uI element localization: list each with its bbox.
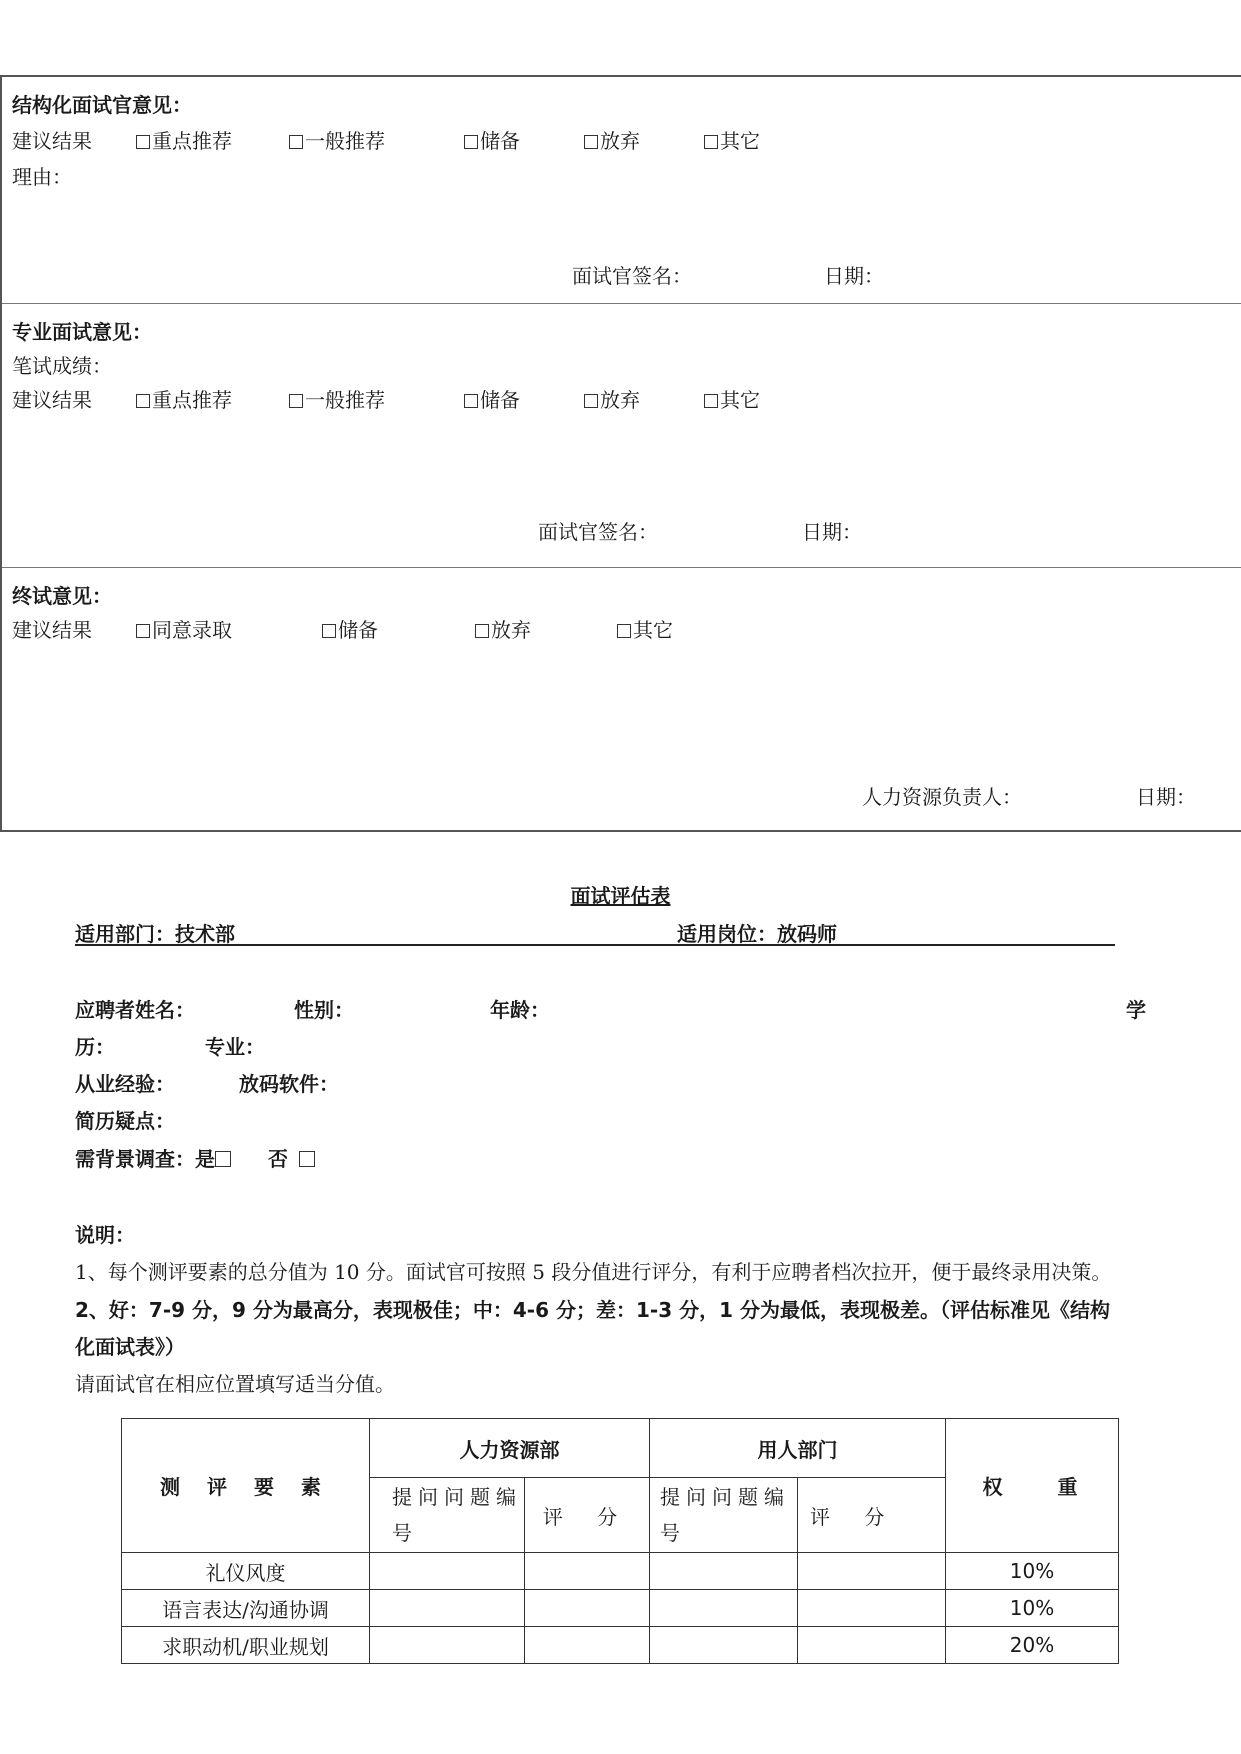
dept-question-cell[interactable] bbox=[650, 1553, 798, 1590]
professional-result-label: 建议结果 bbox=[12, 388, 92, 412]
checkbox-yes-icon[interactable] bbox=[215, 1151, 231, 1167]
element-name: 礼仪风度 bbox=[122, 1553, 370, 1590]
hr-question-cell[interactable] bbox=[370, 1627, 525, 1664]
checkbox-icon[interactable] bbox=[464, 135, 478, 149]
background-check-row: 需背景调查：是 否 bbox=[75, 1143, 317, 1172]
header-dept: 用人部门 bbox=[650, 1419, 946, 1478]
experience-label: 从业经验： bbox=[75, 1072, 175, 1096]
written-score-label: 笔试成绩： bbox=[12, 354, 112, 378]
checkbox-icon[interactable] bbox=[475, 624, 489, 638]
checkbox-icon[interactable] bbox=[289, 394, 303, 408]
checkbox-icon[interactable] bbox=[704, 394, 718, 408]
final-option-2[interactable]: 放弃 bbox=[475, 614, 531, 643]
structured-sign-label: 面试官签名： bbox=[572, 264, 692, 288]
professional-option-1[interactable]: 一般推荐 bbox=[289, 384, 385, 413]
major-label: 专业： bbox=[205, 1035, 265, 1059]
notes-header: 说明： bbox=[75, 1223, 135, 1247]
final-result-label: 建议结果 bbox=[12, 618, 92, 642]
dept-label: 适用部门：技术部 bbox=[75, 922, 235, 946]
final-date-label: 日期： bbox=[1136, 785, 1196, 809]
dept-question-cell[interactable] bbox=[650, 1590, 798, 1627]
edu-label-part1: 学 bbox=[1126, 998, 1146, 1022]
hr-question-cell[interactable] bbox=[370, 1590, 525, 1627]
professional-option-3[interactable]: 放弃 bbox=[584, 384, 640, 413]
final-option-3[interactable]: 其它 bbox=[617, 614, 673, 643]
dept-post-row bbox=[75, 918, 1115, 946]
header-element: 测 评 要 素 bbox=[122, 1419, 370, 1553]
table-row bbox=[122, 1627, 1119, 1664]
checkbox-icon[interactable] bbox=[136, 135, 150, 149]
checkbox-icon[interactable] bbox=[584, 394, 598, 408]
hr-score: 评 分 bbox=[525, 1478, 650, 1553]
note-3: 请面试官在相应位置填写适当分值。 bbox=[75, 1372, 395, 1396]
note-2-line1: 2、好：7-9 分，9 分为最高分，表现极佳；中：4-6 分；差：1-3 分，1 分为最低，表现极差。（评估标准见《结构 bbox=[75, 1298, 1110, 1322]
weight-value: 10% bbox=[946, 1553, 1119, 1590]
form-title: 面试评估表 bbox=[570, 884, 671, 908]
hr-sign-label: 人力资源负责人： bbox=[862, 785, 1022, 809]
note-2-line2: 化面试表》） bbox=[75, 1335, 185, 1359]
table-row bbox=[122, 1553, 1119, 1590]
hr-question-cell[interactable] bbox=[370, 1553, 525, 1590]
structured-option-0[interactable]: 重点推荐 bbox=[136, 125, 232, 154]
dept-question-no: 提问问题编 号 bbox=[650, 1478, 798, 1553]
structured-interviewer-section bbox=[2, 77, 1241, 304]
element-name: 语言表达/沟通协调 bbox=[122, 1590, 370, 1627]
structured-result-label: 建议结果 bbox=[12, 129, 92, 153]
checkbox-icon[interactable] bbox=[617, 624, 631, 638]
dept-score-cell[interactable] bbox=[798, 1590, 946, 1627]
checkbox-no-icon[interactable] bbox=[299, 1151, 315, 1167]
professional-option-0[interactable]: 重点推荐 bbox=[136, 384, 232, 413]
checkbox-icon[interactable] bbox=[322, 624, 336, 638]
dept-question-cell[interactable] bbox=[650, 1627, 798, 1664]
hr-score-cell[interactable] bbox=[525, 1553, 650, 1590]
professional-option-2[interactable]: 储备 bbox=[464, 384, 520, 413]
weight-value: 20% bbox=[946, 1627, 1119, 1664]
professional-interview-section bbox=[2, 304, 1241, 568]
hr-score-cell[interactable] bbox=[525, 1627, 650, 1664]
structured-option-4[interactable]: 其它 bbox=[704, 125, 760, 154]
edu-label-part2: 历： bbox=[75, 1035, 115, 1059]
professional-header: 专业面试意见： bbox=[12, 320, 152, 344]
final-header: 终试意见： bbox=[12, 584, 112, 608]
structured-reason-label: 理由： bbox=[12, 165, 72, 189]
checkbox-icon[interactable] bbox=[289, 135, 303, 149]
dept-score-cell[interactable] bbox=[798, 1627, 946, 1664]
element-name: 求职动机/职业规划 bbox=[122, 1627, 370, 1664]
evaluation-table bbox=[121, 1418, 1119, 1664]
weight-value: 10% bbox=[946, 1590, 1119, 1627]
gender-label: 性别： bbox=[294, 998, 354, 1022]
checkbox-icon[interactable] bbox=[704, 135, 718, 149]
structured-date-label: 日期： bbox=[824, 264, 884, 288]
professional-option-4[interactable]: 其它 bbox=[704, 384, 760, 413]
structured-option-2[interactable]: 储备 bbox=[464, 125, 520, 154]
doubts-label: 简历疑点： bbox=[75, 1109, 175, 1133]
age-label: 年龄： bbox=[490, 998, 550, 1022]
note-1: 1、每个测评要素的总分值为 10 分。面试官可按照 5 段分值进行评分，有利于应聘者档次拉开，便于最终录用决策。 bbox=[75, 1260, 1112, 1284]
final-option-0[interactable]: 同意录取 bbox=[136, 614, 232, 643]
header-weight: 权 重 bbox=[946, 1419, 1119, 1553]
table-row bbox=[122, 1590, 1119, 1627]
dept-score-cell[interactable] bbox=[798, 1553, 946, 1590]
checkbox-icon[interactable] bbox=[136, 624, 150, 638]
final-interview-section bbox=[2, 568, 1241, 832]
structured-option-3[interactable]: 放弃 bbox=[584, 125, 640, 154]
structured-header: 结构化面试官意见： bbox=[12, 93, 192, 117]
header-hr: 人力资源部 bbox=[370, 1419, 650, 1478]
checkbox-icon[interactable] bbox=[136, 394, 150, 408]
name-label: 应聘者姓名： bbox=[75, 998, 195, 1022]
checkbox-icon[interactable] bbox=[464, 394, 478, 408]
final-option-1[interactable]: 储备 bbox=[322, 614, 378, 643]
opinion-box bbox=[0, 75, 1241, 832]
professional-date-label: 日期： bbox=[802, 520, 862, 544]
hr-score-cell[interactable] bbox=[525, 1590, 650, 1627]
dept-score: 评 分 bbox=[798, 1478, 946, 1553]
post-label: 适用岗位：放码师 bbox=[677, 922, 837, 946]
software-label: 放码软件： bbox=[239, 1072, 339, 1096]
hr-question-no: 提问问题编 号 bbox=[370, 1478, 525, 1553]
professional-sign-label: 面试官签名： bbox=[538, 520, 658, 544]
checkbox-icon[interactable] bbox=[584, 135, 598, 149]
structured-option-1[interactable]: 一般推荐 bbox=[289, 125, 385, 154]
